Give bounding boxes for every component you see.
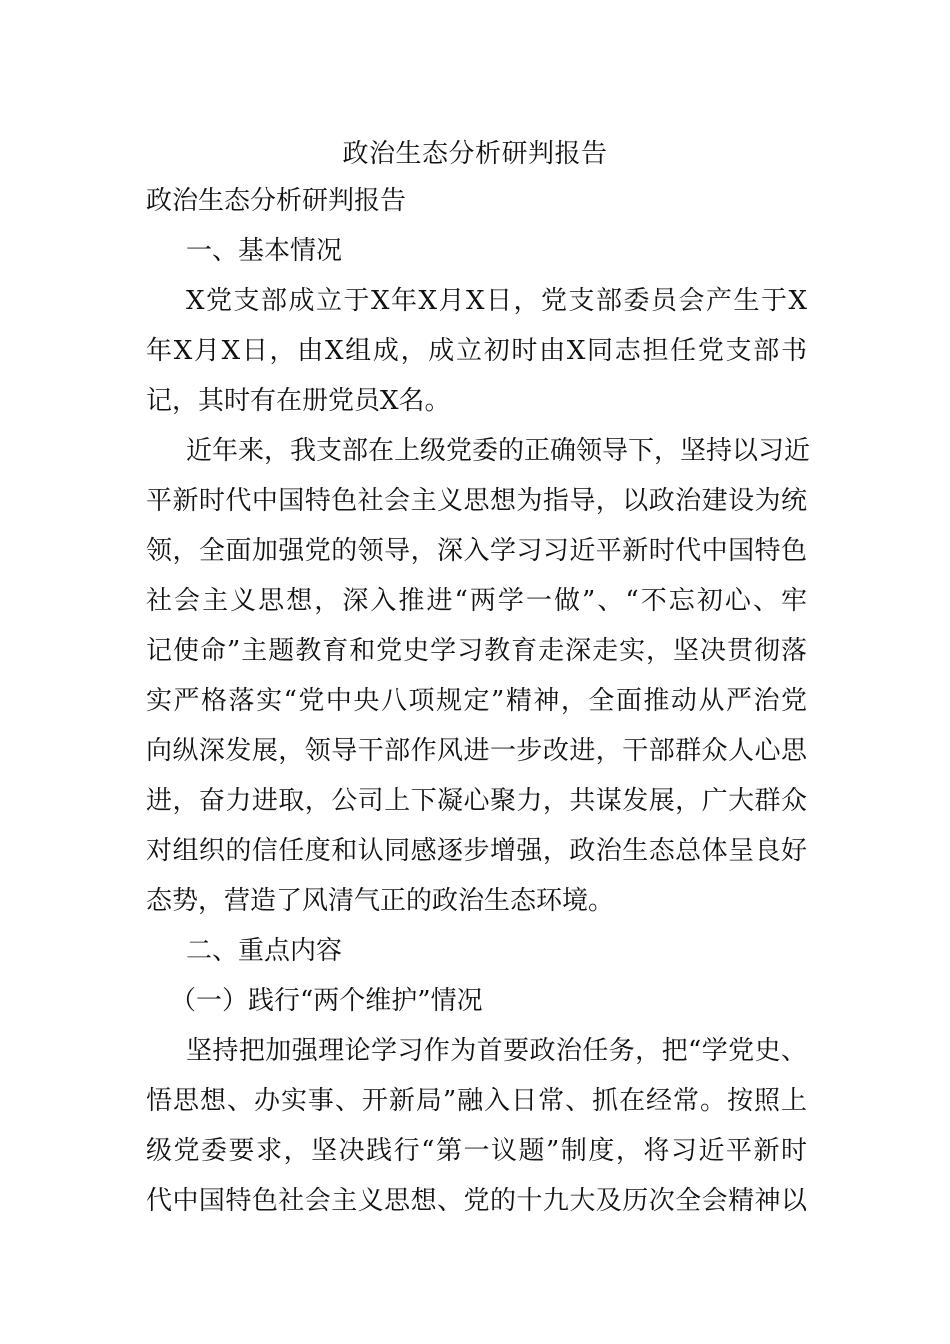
subtitle-line: 政治生态分析研判报告 — [146, 186, 407, 216]
paragraph-line: 记，其时有在册党员X名。 — [146, 386, 451, 416]
paragraph-line: 领，全面加强党的领导，深入学习习近平新时代中国特色 — [146, 536, 807, 566]
subsection-heading: （一）践行“两个维护”情况 — [170, 986, 483, 1016]
paragraph-line: 进，奋力进取，公司上下凝心聚力，共谋发展，广大群众 — [146, 786, 807, 816]
paragraph-line: 社会主义思想，深入推进“两学一做”、“不忘初心、牢 — [146, 586, 807, 616]
section-heading-basic: 一、基本情况 — [186, 236, 343, 266]
paragraph-line: 坚持把加强理论学习作为首要政治任务，把“学党史、 — [186, 1036, 807, 1066]
paragraph-line: 记使命”主题教育和党史学习教育走深走实，坚决贯彻落 — [146, 636, 807, 666]
paragraph-line: X党支部成立于X年X月X日，党支部委员会产生于X — [186, 286, 807, 316]
paragraph-line: 向纵深发展，领导干部作风进一步改进，干部群众人心思 — [146, 736, 807, 766]
paragraph-line: 平新时代中国特色社会主义思想为指导，以政治建设为统 — [146, 486, 807, 516]
paragraph-line: 近年来，我支部在上级党委的正确领导下，坚持以习近 — [186, 436, 811, 466]
paragraph-line: 代中国特色社会主义思想、党的十九大及历次全会精神以 — [146, 1186, 807, 1216]
section-heading-key-content: 二、重点内容 — [186, 936, 343, 966]
paragraph-line: 悟思想、办实事、开新局”融入日常、抓在经常。按照上 — [146, 1086, 807, 1116]
paragraph-line: 实严格落实“党中央八项规定”精神，全面推动从严治党 — [146, 686, 807, 716]
paragraph-line: 级党委要求，坚决践行“第一议题”制度，将习近平新时 — [146, 1136, 807, 1166]
paragraph-line: 对组织的信任度和认同感逐步增强，政治生态总体呈良好 — [146, 836, 807, 866]
document-title: 政治生态分析研判报告 — [342, 139, 608, 169]
paragraph-line: 年X月X日，由X组成，成立初时由X同志担任党支部书 — [146, 336, 807, 366]
paragraph-line: 态势，营造了风清气正的政治生态环境。 — [146, 886, 615, 916]
